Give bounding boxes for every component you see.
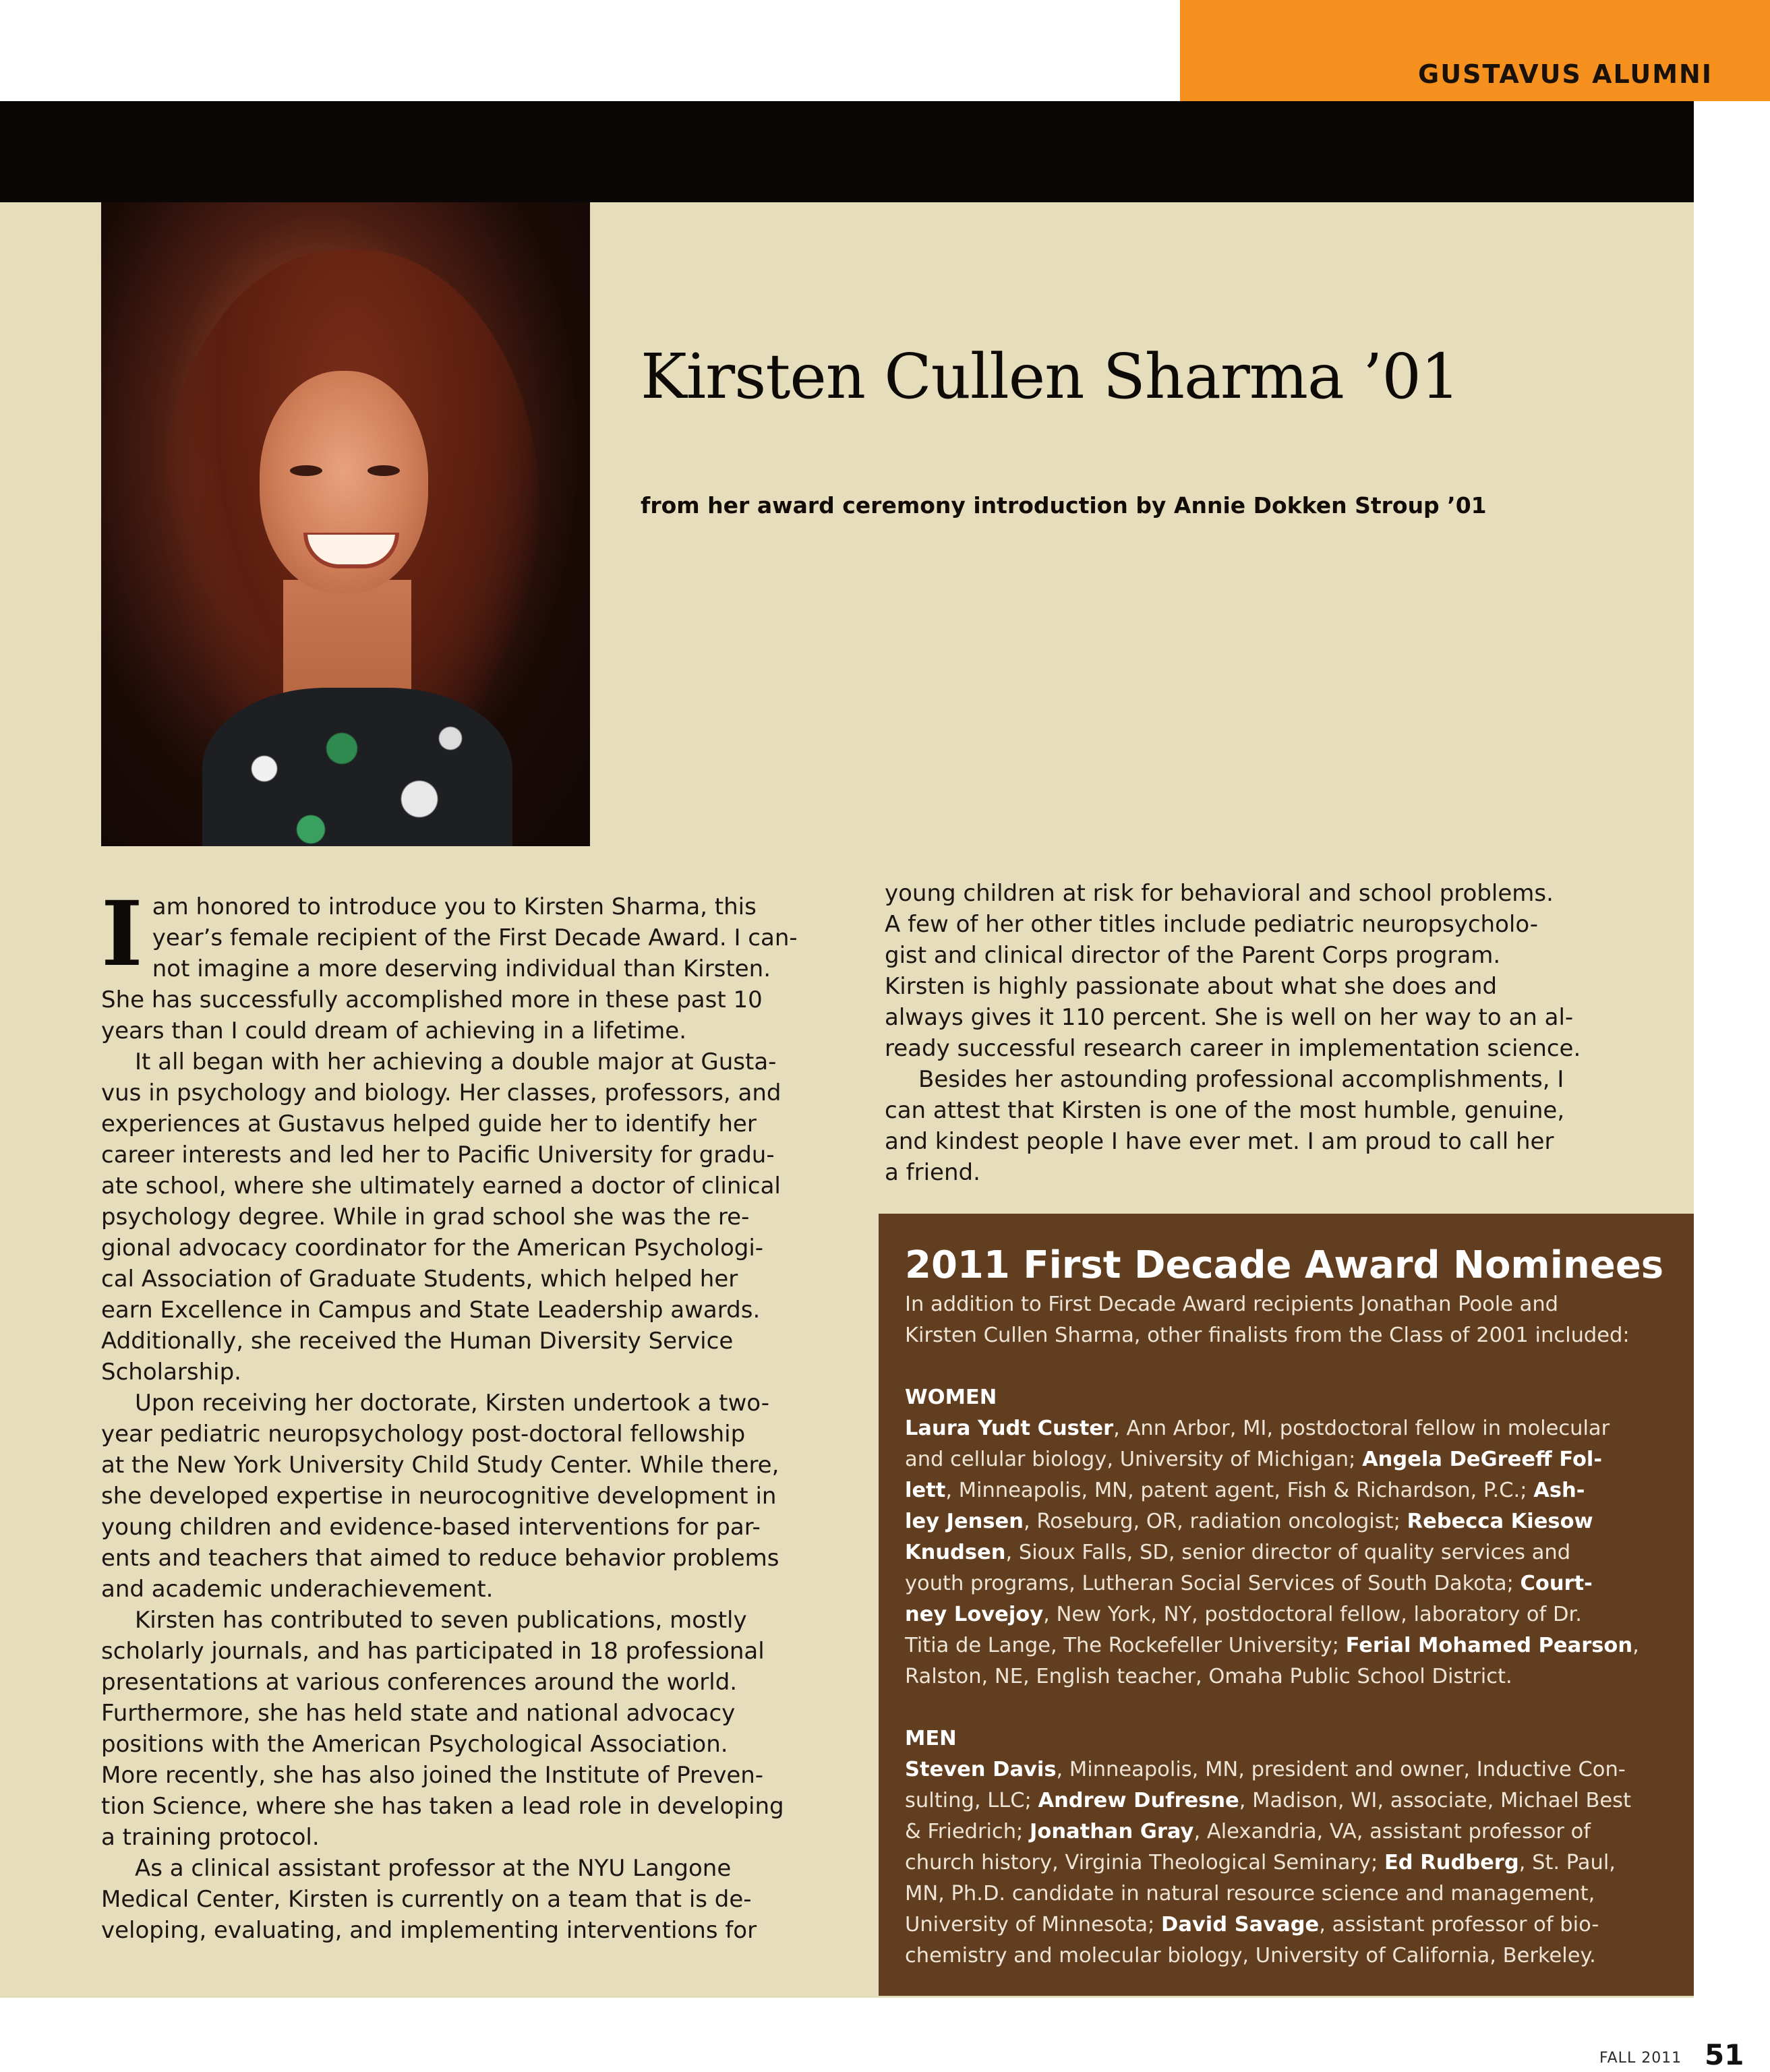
page-number: 51 bbox=[1705, 2038, 1744, 2071]
body-line: positions with the American Psychological Association. bbox=[101, 1731, 728, 1758]
body-line: ready successful research career in implementation science. bbox=[885, 1035, 1581, 1062]
article-title: Kirsten Cullen Sharma ’01 bbox=[641, 341, 1460, 413]
article-byline: from her award ceremony introduction by Annie Dokken Stroup ’01 bbox=[641, 492, 1487, 519]
body-line: Medical Center, Kirsten is currently on a team that is de- bbox=[101, 1886, 752, 1913]
body-line: Furthermore, she has held state and national advocacy bbox=[101, 1700, 736, 1727]
nominee-name: Knudsen bbox=[905, 1541, 1006, 1564]
body-line: years than I could dream of achieving in a lifetime. bbox=[101, 1017, 687, 1044]
body-line: More recently, she has also joined the Institute of Preven- bbox=[101, 1762, 764, 1789]
nominee-detail: , St. Paul, bbox=[1518, 1851, 1616, 1874]
body-line: Kirsten is highly passionate about what she does and bbox=[885, 973, 1498, 1000]
nominee-name: Rebecca Kiesow bbox=[1407, 1510, 1593, 1533]
nominee-name: Andrew Dufresne bbox=[1038, 1789, 1239, 1812]
body-line: young children and evidence-based interventions for par- bbox=[101, 1514, 761, 1541]
body-line: ate school, where she ultimately earned a doctor of clinical bbox=[101, 1173, 781, 1200]
nominee-detail: chemistry and molecular biology, University of California, Berkeley. bbox=[905, 1944, 1596, 1967]
nominee-detail: , Madison, WI, associate, Michael Best bbox=[1239, 1789, 1632, 1812]
body-line: She has successfully accomplished more in these past 10 bbox=[101, 986, 763, 1013]
body-line: A few of her other titles include pediatric neuropsycholo- bbox=[885, 911, 1539, 938]
body-line: always gives it 110 percent. She is well on her way to an al- bbox=[885, 1004, 1574, 1031]
nominee-name: Ed Rudberg bbox=[1384, 1851, 1519, 1874]
nominee-detail: , New York, NY, postdoctoral fellow, laboratory of Dr. bbox=[1043, 1603, 1582, 1626]
nominee-detail: , Ann Arbor, MI, postdoctoral fellow in molecular bbox=[1113, 1417, 1610, 1440]
nominee-line bbox=[905, 1475, 1674, 1506]
body-line: gist and clinical director of the Parent Corps program. bbox=[885, 942, 1501, 969]
nominee-line bbox=[905, 1444, 1674, 1475]
nominee-line bbox=[905, 1847, 1674, 1878]
portrait-photo bbox=[101, 202, 590, 846]
nominees-box bbox=[879, 1214, 1694, 1996]
nominee-detail: & Friedrich; bbox=[905, 1820, 1030, 1843]
article-column-1 bbox=[101, 882, 836, 1946]
body-line: cal Association of Graduate Students, which helped her bbox=[101, 1266, 738, 1293]
nominee-detail: , bbox=[1632, 1634, 1639, 1657]
body-line: and kindest people I have ever met. I am proud to call her bbox=[885, 1128, 1554, 1155]
body-line: ents and teachers that aimed to reduce behavior problems bbox=[101, 1545, 779, 1572]
drop-cap: I bbox=[101, 882, 143, 986]
nominee-detail: MN, Ph.D. candidate in natural resource science and management, bbox=[905, 1882, 1595, 1905]
body-line: As a clinical assistant professor at the NYU Langone bbox=[135, 1855, 732, 1882]
body-line: not imagine a more deserving individual than Kirsten. bbox=[152, 955, 771, 982]
nominee-name: Ash- bbox=[1533, 1479, 1585, 1502]
article-column-2 bbox=[885, 878, 1660, 1188]
body-line: earn Excellence in Campus and State Leadership awards. bbox=[101, 1297, 761, 1324]
body-line: Additionally, she received the Human Diversity Service bbox=[101, 1328, 734, 1355]
nominee-name: ley Jensen bbox=[905, 1510, 1024, 1533]
header-band bbox=[0, 101, 1694, 202]
body-line: scholarly journals, and has participated in 18 professional bbox=[101, 1638, 765, 1665]
nominee-detail: , Minneapolis, MN, patent agent, Fish & Richardson, P.C.; bbox=[945, 1479, 1534, 1502]
body-line: psychology degree. While in grad school she was the re- bbox=[101, 1204, 750, 1231]
nominee-name: Steven Davis bbox=[905, 1758, 1057, 1781]
body-line: Upon receiving her doctorate, Kirsten undertook a two- bbox=[135, 1390, 770, 1417]
nominee-detail: , assistant professor of bio- bbox=[1319, 1913, 1599, 1936]
nominees-intro-line: In addition to First Decade Award recipients Jonathan Poole and bbox=[905, 1293, 1559, 1316]
nominee-detail: , Roseburg, OR, radiation oncologist; bbox=[1023, 1510, 1407, 1533]
nominee-name: Angela DeGreeff Fol- bbox=[1362, 1448, 1603, 1471]
body-line: veloping, evaluating, and implementing interventions for bbox=[101, 1917, 757, 1944]
nominee-name: David Savage bbox=[1161, 1913, 1320, 1936]
body-line: she developed expertise in neurocognitive development in bbox=[101, 1483, 777, 1510]
body-line: career interests and led her to Pacific University for gradu- bbox=[101, 1142, 775, 1168]
nominee-line bbox=[905, 1910, 1674, 1941]
nominee-line bbox=[905, 1413, 1674, 1444]
body-line: a friend. bbox=[885, 1159, 980, 1186]
body-line: Scholarship. bbox=[101, 1359, 241, 1386]
nominee-line bbox=[905, 1941, 1674, 1972]
nominee-line bbox=[905, 1785, 1674, 1816]
section-label: GUSTAVUS ALUMNI bbox=[1418, 59, 1713, 89]
section-tab bbox=[1180, 0, 1770, 101]
body-line: young children at risk for behavioral and school problems. bbox=[885, 880, 1554, 907]
nominee-name: Court- bbox=[1520, 1572, 1593, 1595]
body-line: experiences at Gustavus helped guide her to identify her bbox=[101, 1111, 757, 1137]
nominee-detail: and cellular biology, University of Michigan; bbox=[905, 1448, 1363, 1471]
nominee-line bbox=[905, 1568, 1674, 1599]
nominee-line bbox=[905, 1754, 1674, 1785]
nominee-detail: church history, Virginia Theological Seminary; bbox=[905, 1851, 1384, 1874]
nominee-detail: sulting, LLC; bbox=[905, 1789, 1038, 1812]
body-line: presentations at various conferences around the world. bbox=[101, 1669, 738, 1696]
body-line: year’s female recipient of the First Decade Award. I can- bbox=[152, 924, 798, 951]
body-line: and academic underachievement. bbox=[101, 1576, 494, 1603]
nominee-name: Jonathan Gray bbox=[1030, 1820, 1194, 1843]
nominee-detail: University of Minnesota; bbox=[905, 1913, 1162, 1936]
body-line: Besides her astounding professional accomplishments, I bbox=[918, 1066, 1564, 1093]
nominee-detail: Titia de Lange, The Rockefeller University; bbox=[905, 1634, 1346, 1657]
body-line: vus in psychology and biology. Her classes, professors, and bbox=[101, 1079, 781, 1106]
nominee-detail: , Alexandria, VA, assistant professor of bbox=[1193, 1820, 1591, 1843]
body-line: year pediatric neuropsychology post-doctoral fellowship bbox=[101, 1421, 746, 1448]
nominee-name: Laura Yudt Custer bbox=[905, 1417, 1114, 1440]
nominees-intro-line: Kirsten Cullen Sharma, other finalists from the Class of 2001 included: bbox=[905, 1324, 1630, 1347]
nominee-detail: , Minneapolis, MN, president and owner, Inductive Con- bbox=[1056, 1758, 1626, 1781]
nominees-title: 2011 First Decade Award Nominees bbox=[905, 1243, 1664, 1287]
body-line: tion Science, where she has taken a lead role in developing bbox=[101, 1793, 784, 1820]
nominee-line bbox=[905, 1661, 1674, 1692]
nominee-detail: , Sioux Falls, SD, senior director of quality services and bbox=[1005, 1541, 1571, 1564]
men-heading: MEN bbox=[905, 1727, 957, 1750]
body-line: a training protocol. bbox=[101, 1824, 320, 1851]
nominee-name: Ferial Mohamed Pearson bbox=[1345, 1634, 1633, 1657]
body-line: am honored to introduce you to Kirsten Sharma, this bbox=[152, 893, 757, 920]
nominee-line bbox=[905, 1630, 1674, 1661]
footer-season: FALL 2011 bbox=[1599, 2050, 1682, 2067]
nominee-line bbox=[905, 1599, 1674, 1630]
nominee-name: lett bbox=[905, 1479, 946, 1502]
women-heading: WOMEN bbox=[905, 1386, 997, 1409]
body-line: gional advocacy coordinator for the American Psychologi- bbox=[101, 1235, 764, 1262]
body-line: at the New York University Child Study Center. While there, bbox=[101, 1452, 779, 1479]
nominee-name: ney Lovejoy bbox=[905, 1603, 1044, 1626]
nominee-line bbox=[905, 1506, 1674, 1537]
nominee-line bbox=[905, 1537, 1674, 1568]
body-line: can attest that Kirsten is one of the most humble, genuine, bbox=[885, 1097, 1565, 1124]
nominee-line bbox=[905, 1816, 1674, 1847]
body-line: Kirsten has contributed to seven publications, mostly bbox=[135, 1607, 747, 1634]
nominee-line bbox=[905, 1878, 1674, 1910]
nominee-detail: youth programs, Lutheran Social Services of South Dakota; bbox=[905, 1572, 1521, 1595]
nominee-detail: Ralston, NE, English teacher, Omaha Public School District. bbox=[905, 1665, 1512, 1688]
body-line: It all began with her achieving a double major at Gusta- bbox=[135, 1048, 777, 1075]
